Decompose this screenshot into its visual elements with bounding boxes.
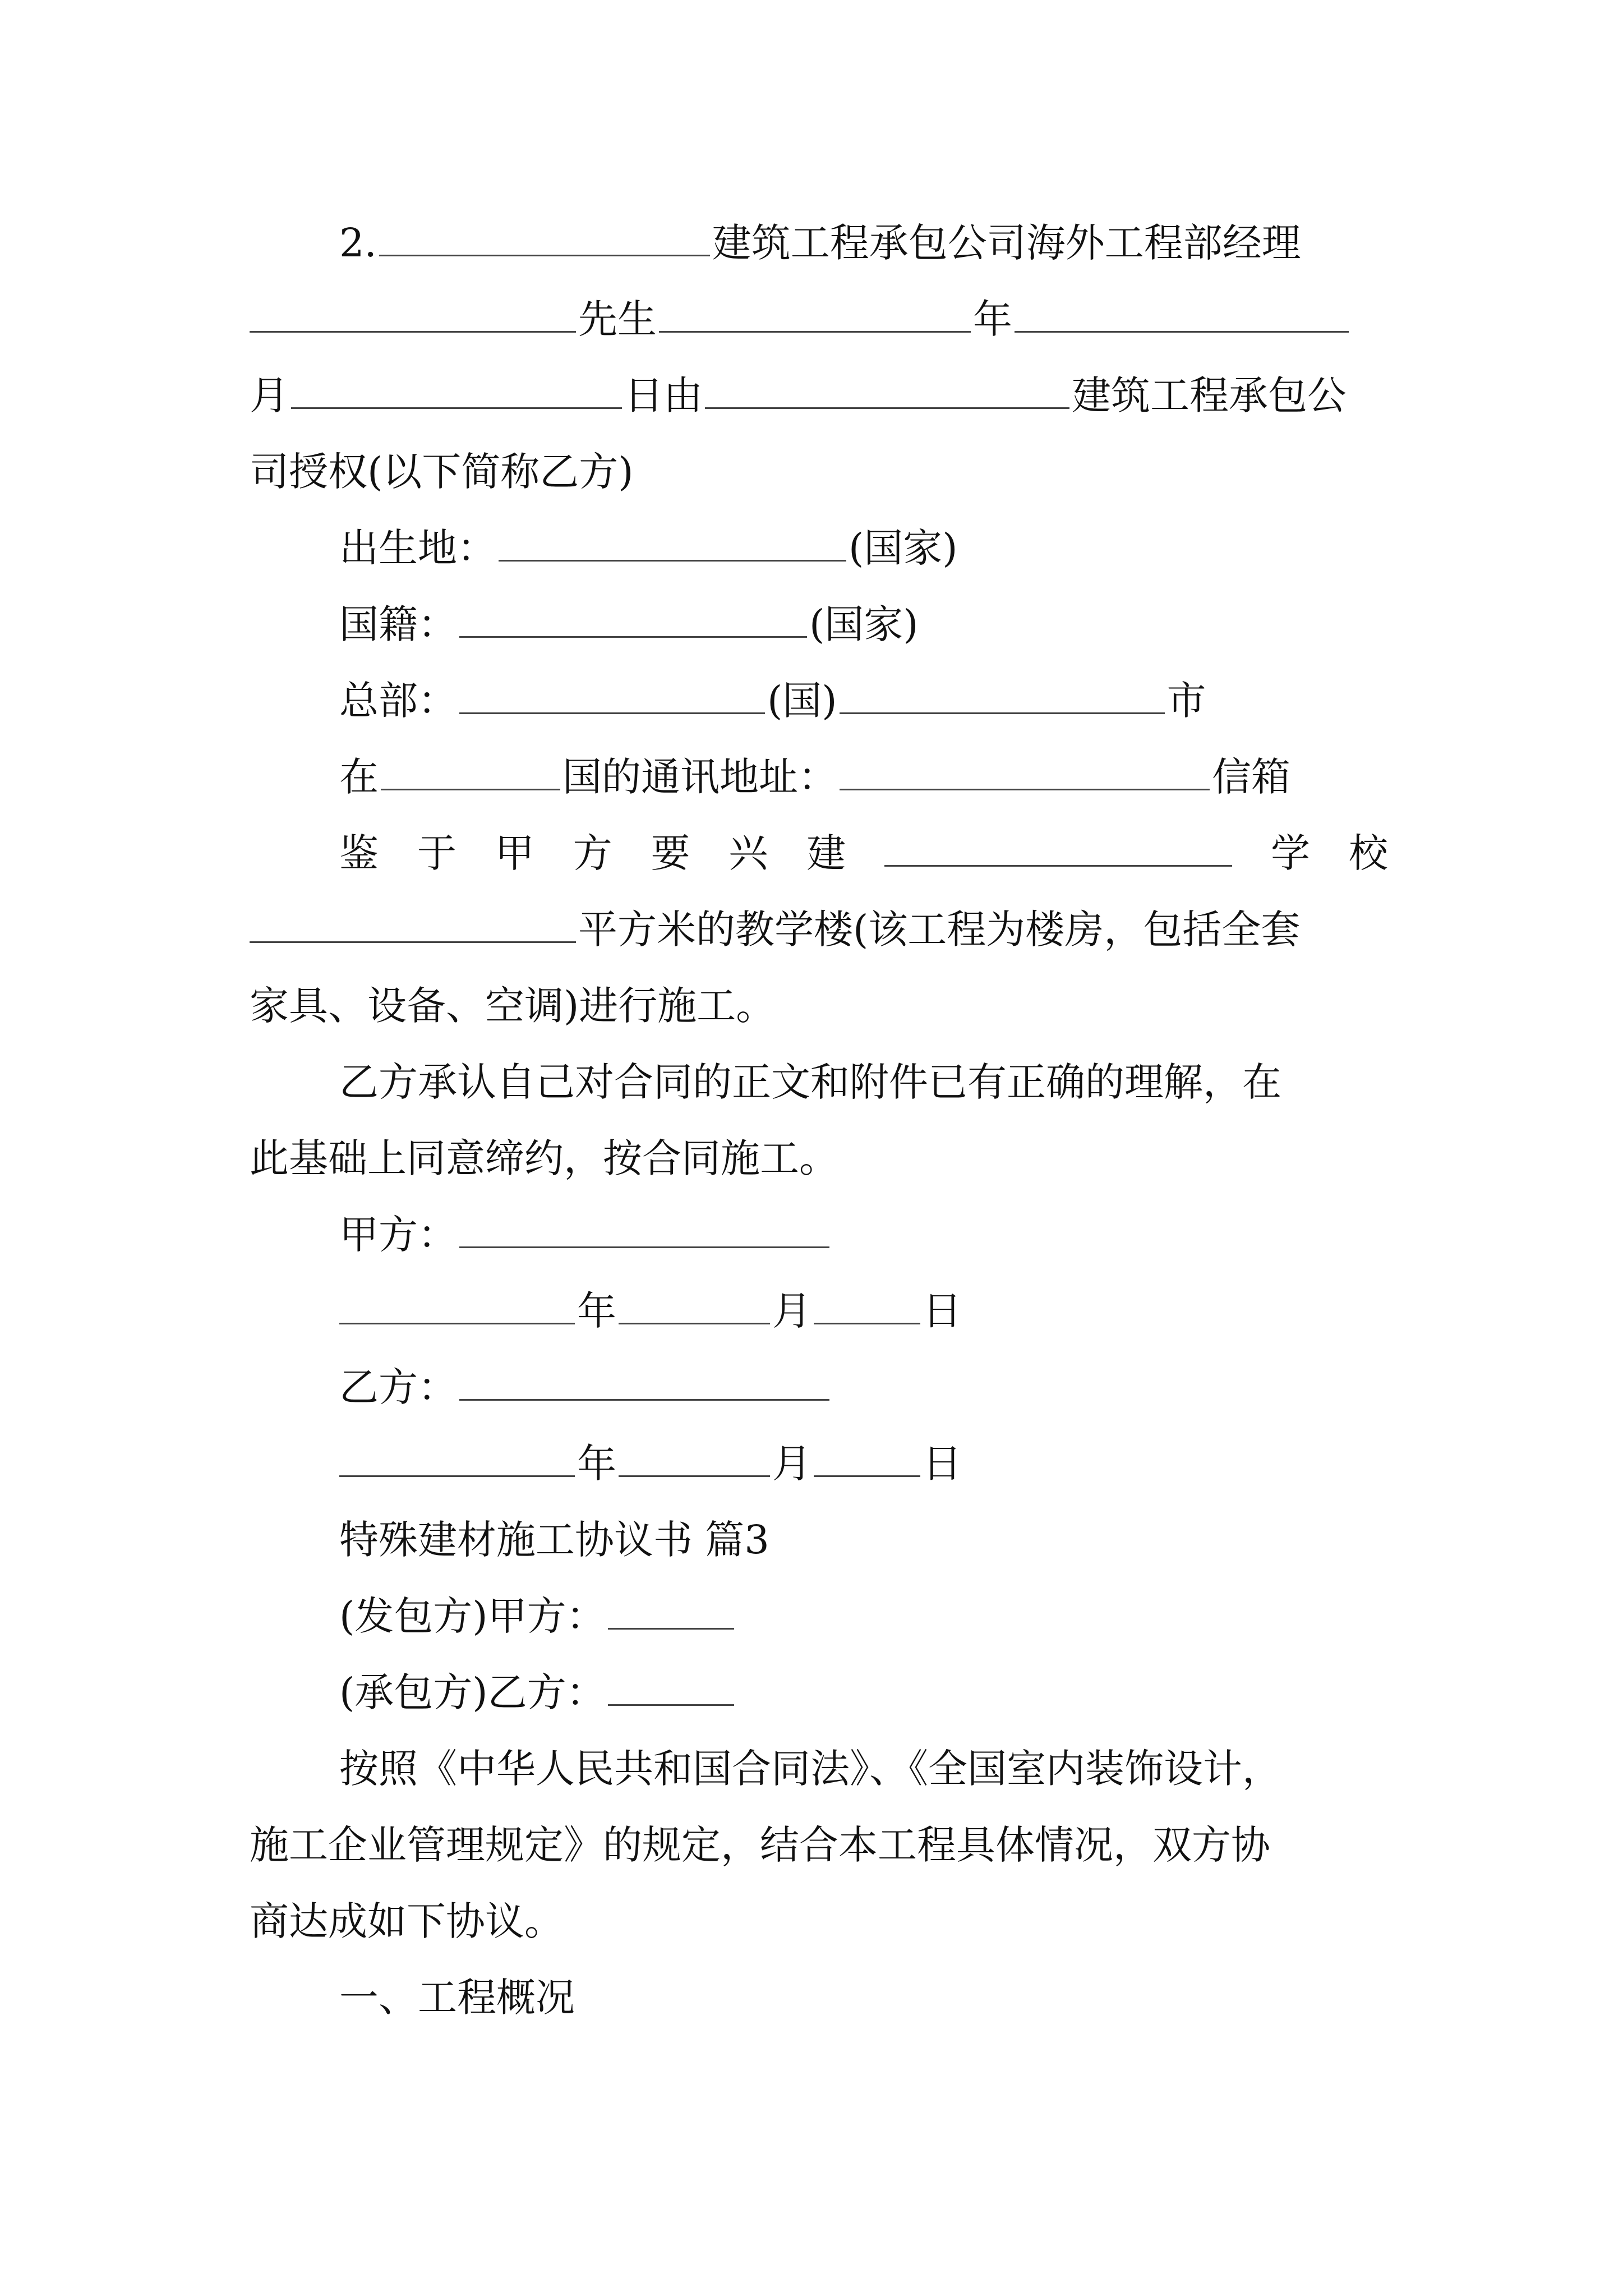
hq-country: (国) [767, 678, 837, 724]
party-b-label: 乙方： [339, 1364, 457, 1410]
blank-year [659, 296, 971, 333]
blank-company [379, 220, 710, 256]
char: 学 [1271, 830, 1310, 876]
birthplace-label: 出生地： [339, 525, 496, 571]
text-mister: 先生 [578, 296, 657, 342]
hq-city-blank [840, 678, 1165, 714]
char: 建 [806, 830, 846, 876]
field-nationality [339, 596, 919, 652]
line-scope: 家具、设备、空调)进行施工。 [250, 983, 776, 1029]
contractor-label: (承包方)乙方： [339, 1669, 606, 1715]
blank-month [1015, 296, 1349, 333]
address-country-blank [381, 754, 560, 790]
line-area [250, 901, 1300, 958]
area-text: 平方米的教学楼(该工程为楼房，包括全套 [578, 907, 1301, 953]
line-agree: 此基础上同意缔约，按合同施工。 [250, 1135, 838, 1181]
address-prefix: 在 [339, 754, 379, 800]
heading-project-overview: 一、工程概况 [339, 1975, 575, 2021]
line-manager [339, 215, 1301, 271]
hq-country-blank [459, 678, 765, 714]
month-label: 月 [772, 1288, 811, 1334]
date-party-b [339, 1435, 962, 1492]
text-month: 月 [250, 372, 289, 418]
date-party-a [339, 1283, 962, 1339]
field-contractor [339, 1664, 736, 1720]
month-blank [619, 1288, 770, 1324]
signature-party-b [339, 1359, 832, 1415]
year-blank [339, 1288, 575, 1324]
party-b-blank [459, 1364, 829, 1401]
area-blank [250, 907, 576, 943]
signature-party-a [339, 1207, 832, 1263]
issuer-label: (发包方)甲方： [339, 1593, 606, 1639]
line-whereas [339, 825, 1388, 881]
item-number: 2. [339, 220, 377, 266]
birthplace-suffix: (国家) [849, 525, 958, 571]
nationality-suffix: (国家) [809, 601, 919, 647]
field-headquarters [339, 673, 1206, 729]
para-basis-3: 商达成如下协议。 [250, 1898, 564, 1944]
line-authorization: 司授权(以下简称乙方) [250, 449, 634, 495]
para-basis-2: 施工企业管理规定》的规定，结合本工程具体情况，双方协 [250, 1822, 1270, 1868]
day-blank [814, 1288, 920, 1324]
text-day-from: 日由 [624, 372, 703, 418]
field-address [339, 749, 1290, 805]
char: 校 [1348, 830, 1388, 876]
year-label: 年 [577, 1441, 616, 1487]
nationality-label: 国籍： [339, 601, 457, 647]
contractor-blank [608, 1669, 734, 1706]
char: 要 [651, 830, 690, 876]
field-issuer [339, 1588, 736, 1644]
line-acknowledge: 乙方承认自己对合同的正文和附件已有正确的理解，在 [339, 1059, 1281, 1105]
char: 方 [573, 830, 612, 876]
field-birthplace [339, 520, 958, 576]
char: 鉴 [339, 830, 379, 876]
year-label: 年 [577, 1288, 616, 1334]
day-label: 日 [923, 1441, 962, 1487]
year-blank [339, 1441, 575, 1477]
month-blank [619, 1441, 770, 1477]
section-title: 特殊建材施工协议书 篇3 [339, 1517, 769, 1563]
para-basis-1: 按照《中华人民共和国合同法》、《全国室内装饰设计， [339, 1746, 1281, 1792]
char: 兴 [728, 830, 768, 876]
school-blank [884, 830, 1232, 867]
issuer-blank [608, 1593, 734, 1630]
address-label: 国的通讯地址： [562, 754, 837, 800]
month-label: 月 [772, 1441, 811, 1487]
line-mister [250, 291, 1351, 347]
char: 于 [417, 830, 457, 876]
blank-name [250, 296, 576, 333]
party-a-label: 甲方： [339, 1212, 457, 1258]
nationality-blank [459, 601, 807, 638]
day-label: 日 [923, 1288, 962, 1334]
manager-title: 建筑工程承包公司海外工程部经理 [712, 220, 1301, 266]
text-company: 建筑工程承包公 [1072, 372, 1347, 418]
text-year: 年 [973, 296, 1012, 342]
address-blank [840, 754, 1210, 790]
line-authorized-by [250, 367, 1347, 424]
blank-day [291, 372, 622, 409]
address-mailbox: 信箱 [1212, 754, 1290, 800]
char: 甲 [495, 830, 534, 876]
hq-label: 总部： [339, 678, 457, 724]
blank-authorizer [705, 372, 1069, 409]
party-a-blank [459, 1212, 829, 1248]
hq-city: 市 [1166, 678, 1206, 724]
day-blank [814, 1441, 920, 1477]
birthplace-blank [499, 525, 846, 562]
